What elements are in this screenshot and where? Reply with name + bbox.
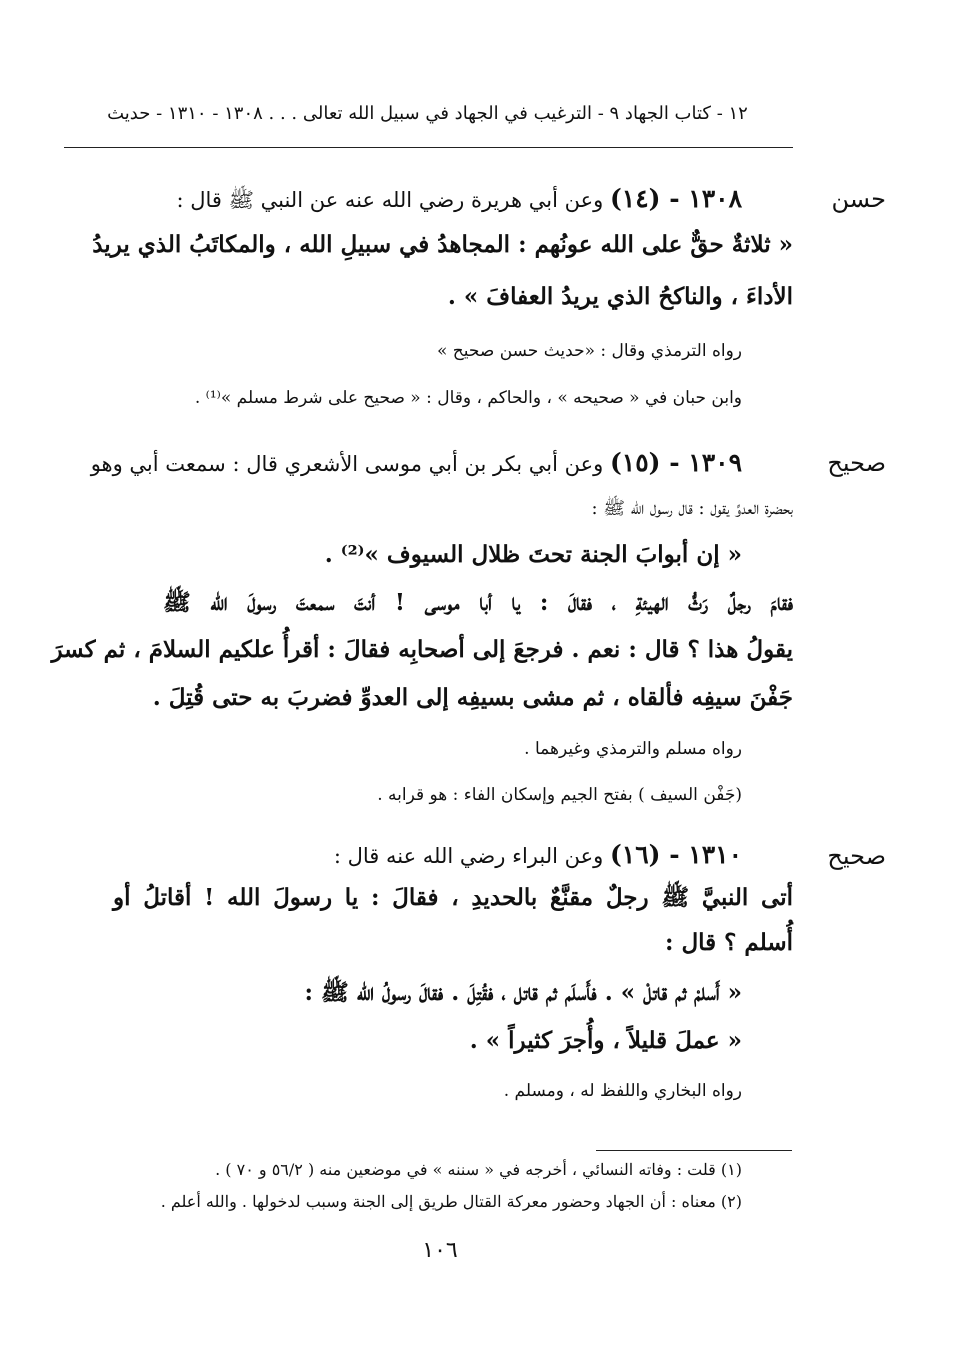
hadith-heading [176,184,742,218]
header-divider [64,147,793,148]
hadith-number: ١٣١٠ - (١٦) [609,840,742,869]
hadith-text-line: أُسلم ؟ قال : [664,929,793,956]
source-note: رواه الترمذي وقال : «حديث حسن صحيح » [436,341,742,361]
hadith-number: ١٣٠٨ - (١٤) [609,184,742,213]
hadith-number: ١٣٠٩ - (١٥) [609,448,742,477]
hadith-intro: وعن أبي بكر بن أبي موسى الأشعري قال : سمعت أبي وهو [90,452,604,476]
hadith-text-line: جَفْنَ سيفِه فألقاه ، ثم مشى بسيفِه إلى العدوِّ فضربَ به حتى قُتِلَ . [152,684,793,711]
footnote: (٢) معناه : أن الجهاد وحضور معركة القتال طريق إلى الجنة وسبب لدخولها . والله أعلم . [160,1192,742,1211]
running-header: ١٢ - كتاب الجهاد ٩ - الترغيب في الجهاد في سبيل الله تعالى . . . ١٣٠٨ - ١٣١٠ - حديث [107,103,748,124]
hadith-heading [334,840,742,869]
footnote: (١) قلت : وفاته النسائي ، أخرجه في « سننه » في موضعين منه ( ٥٦/٢ و ٧٠ ) . [215,1160,742,1179]
source-note: رواه البخاري واللفظ له ، ومسلم . [503,1081,742,1101]
hadith-text-line: فقامَ رجلٌ رَثُّ الهيئةِ ، فقالَ : يا أبا موسى ! أنتَ سمعتَ رسولَ الله ﷺ [163,589,793,616]
hadith-text-line: « أَسلمْ ثم قاتلْ » . فأَسلَم ثم قاتل ، فقُتِلَ . فقالَ رسولُ الله ﷺ : [304,979,742,1006]
footnote-divider [596,1150,792,1151]
hadith-intro: وعن البراء رضي الله عنه قال : [333,844,604,868]
explanation-note: (جَفْن السيف ) بفتح الجيم وإسكان الفاء : هو قرابه . [377,785,742,805]
hadith-text-line: « عملَ قليلاً ، وأُجرَ كثيراً » . [469,1027,742,1054]
hadith-quote: « إن أبوابَ الجنة تحتَ ظلال السيوف »⁽²⁾ . [324,541,742,568]
source-note: وابن حبان في « صحيحه » ، والحاكم ، وقال : « صحيح على شرط مسلم »⁽¹⁾ . [194,388,742,408]
hadith-intro-cont: بحضرة العدوِّ يقول : قال رسول الله ﷺ : [591,498,793,519]
hadith-heading [91,448,742,477]
grade-label: صحيح [827,842,886,870]
hadith-text-line: « ثلاثةٌ حقٌّ على الله عونُهم : المجاهدُ في سبيلِ الله ، والمكاتَبُ الذي يريدُ [92,231,793,258]
hadith-text-line: يقولُ هذا ؟ قال : نعم . فرجعَ إلى أصحابِه فقالَ : أقرأُ علكيم السلامَ ، ثم كسرَ [51,636,793,663]
grade-label: حسن [831,185,886,213]
grade-label: صحيح [827,449,886,477]
page-number: ١٠٦ [422,1238,458,1263]
hadith-intro: وعن أبي هريرة رضي الله عنه عن النبي ﷺ قال : [176,188,604,212]
hadith-text-line: أتى النبيَّ ﷺ رجلٌ مقنَّعٌ بالحديدِ ، فقالَ : يا رسولَ الله ! أقاتلُ أو [113,884,793,911]
source-note: رواه مسلم والترمذي وغيرهما . [524,739,742,759]
hadith-text-line: الأداءَ ، والناكحُ الذي يريدُ العفافَ » . [447,283,793,310]
